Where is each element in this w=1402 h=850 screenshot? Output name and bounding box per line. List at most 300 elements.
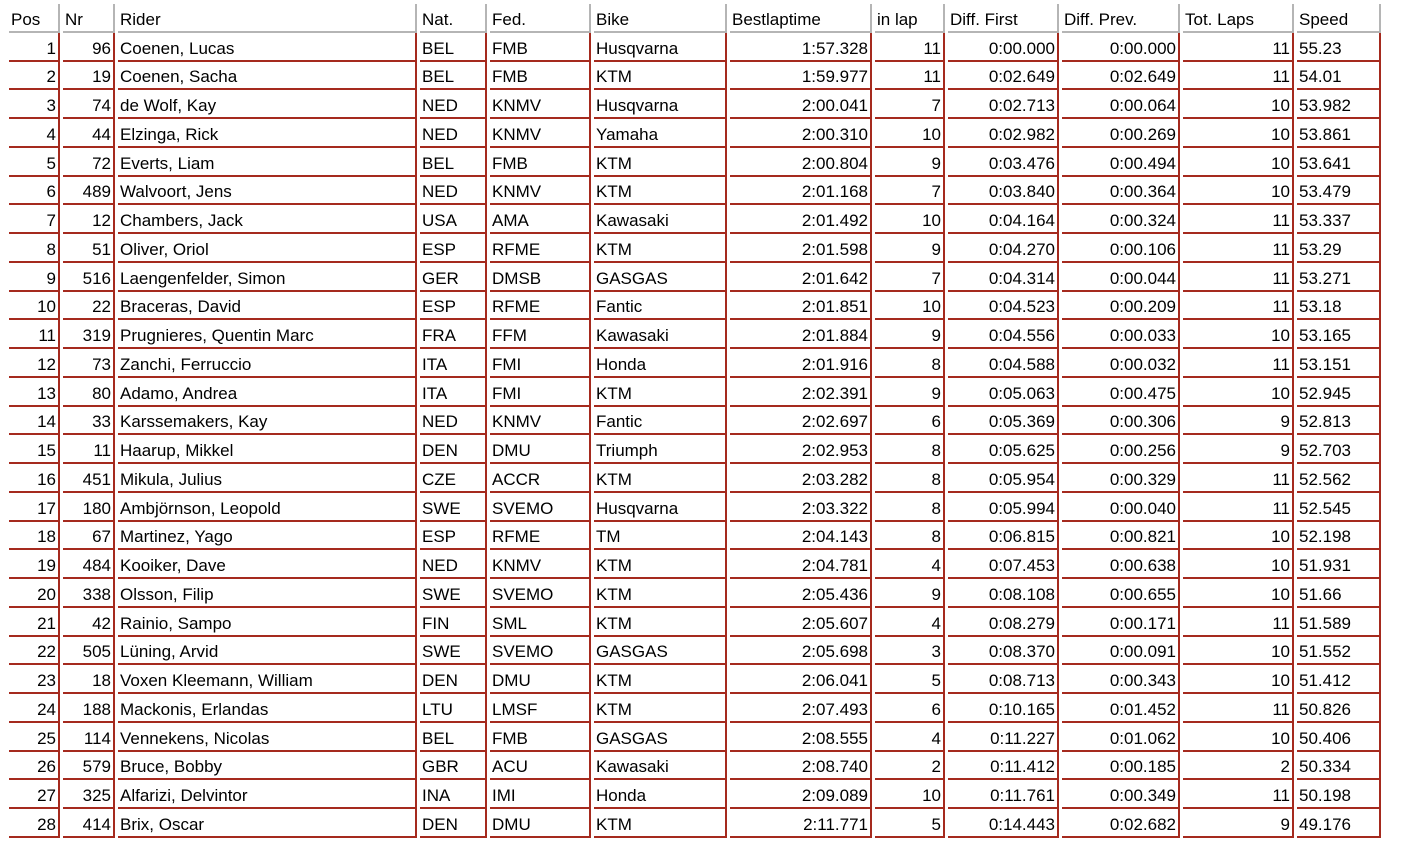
cell-tot-laps: 10 [1183,550,1294,579]
cell-tot-laps: 10 [1183,119,1294,148]
table-row [9,608,1381,637]
cell-nat: SWE [420,637,487,666]
cell-nat: BEL [420,62,487,91]
cell-rider: Coenen, Lucas [118,33,417,62]
cell-pos: 22 [9,637,60,666]
cell-diff-prev: 0:00.306 [1062,407,1180,436]
table-row [9,205,1381,234]
cell-nat: ESP [420,292,487,321]
col-header-pos: Pos [9,4,60,33]
cell-speed: 53.165 [1297,320,1381,349]
cell-tot-laps: 9 [1183,435,1294,464]
table-row [9,550,1381,579]
cell-tot-laps: 10 [1183,378,1294,407]
cell-fed: SVEMO [490,637,591,666]
cell-in-lap: 7 [875,263,945,292]
cell-in-lap: 6 [875,694,945,723]
cell-rider: Martinez, Yago [118,522,417,551]
cell-bike: Fantic [594,292,727,321]
cell-fed: SVEMO [490,579,591,608]
table-row [9,349,1381,378]
cell-bike: KTM [594,464,727,493]
cell-fed: LMSF [490,694,591,723]
cell-rider: Bruce, Bobby [118,752,417,781]
cell-rider: Brix, Oscar [118,809,417,838]
cell-fed: DMU [490,665,591,694]
cell-pos: 13 [9,378,60,407]
cell-diff-prev: 0:00.324 [1062,205,1180,234]
cell-pos: 20 [9,579,60,608]
cell-tot-laps: 10 [1183,148,1294,177]
col-header-nat: Nat. [420,4,487,33]
cell-diff-first: 0:03.840 [948,177,1059,206]
cell-bestlaptime: 2:00.041 [730,90,872,119]
table-row [9,378,1381,407]
cell-rider: Ambjörnson, Leopold [118,493,417,522]
cell-pos: 18 [9,522,60,551]
cell-nat: ITA [420,378,487,407]
cell-fed: KNMV [490,90,591,119]
table-row [9,694,1381,723]
cell-rider: Karssemakers, Kay [118,407,417,436]
cell-pos: 26 [9,752,60,781]
cell-bestlaptime: 2:08.740 [730,752,872,781]
cell-in-lap: 7 [875,90,945,119]
cell-rider: Braceras, David [118,292,417,321]
cell-bike: KTM [594,550,727,579]
cell-diff-prev: 0:00.091 [1062,637,1180,666]
cell-in-lap: 9 [875,320,945,349]
cell-diff-prev: 0:00.655 [1062,579,1180,608]
table-row [9,665,1381,694]
cell-nat: NED [420,177,487,206]
cell-in-lap: 9 [875,378,945,407]
cell-nat: LTU [420,694,487,723]
header-row [9,4,1381,33]
cell-bestlaptime: 2:00.310 [730,119,872,148]
col-header-rider: Rider [118,4,417,33]
cell-pos: 28 [9,809,60,838]
cell-tot-laps: 10 [1183,90,1294,119]
cell-rider: de Wolf, Kay [118,90,417,119]
cell-nr: 516 [63,263,115,292]
cell-tot-laps: 11 [1183,263,1294,292]
cell-bestlaptime: 2:07.493 [730,694,872,723]
cell-rider: Chambers, Jack [118,205,417,234]
cell-fed: RFME [490,522,591,551]
cell-bestlaptime: 2:01.884 [730,320,872,349]
cell-nat: BEL [420,33,487,62]
cell-nr: 19 [63,62,115,91]
cell-bike: KTM [594,378,727,407]
cell-pos: 14 [9,407,60,436]
cell-in-lap: 3 [875,637,945,666]
table-row [9,90,1381,119]
cell-rider: Prugnieres, Quentin Marc [118,320,417,349]
cell-fed: RFME [490,234,591,263]
cell-tot-laps: 10 [1183,522,1294,551]
cell-nat: NED [420,550,487,579]
cell-diff-prev: 0:01.062 [1062,723,1180,752]
cell-pos: 21 [9,608,60,637]
cell-bestlaptime: 2:11.771 [730,809,872,838]
cell-nat: ESP [420,234,487,263]
cell-diff-first: 0:02.649 [948,62,1059,91]
table-row [9,33,1381,62]
cell-diff-prev: 0:02.649 [1062,62,1180,91]
cell-nr: 33 [63,407,115,436]
cell-bike: Fantic [594,407,727,436]
cell-pos: 5 [9,148,60,177]
cell-nat: CZE [420,464,487,493]
cell-fed: SVEMO [490,493,591,522]
cell-tot-laps: 11 [1183,493,1294,522]
results-body [9,33,1381,838]
cell-nr: 319 [63,320,115,349]
cell-tot-laps: 11 [1183,62,1294,91]
cell-nat: USA [420,205,487,234]
cell-diff-first: 0:04.588 [948,349,1059,378]
cell-bestlaptime: 2:00.804 [730,148,872,177]
cell-bestlaptime: 2:06.041 [730,665,872,694]
table-row [9,435,1381,464]
cell-tot-laps: 2 [1183,752,1294,781]
cell-tot-laps: 9 [1183,809,1294,838]
cell-diff-prev: 0:00.638 [1062,550,1180,579]
cell-bestlaptime: 2:04.143 [730,522,872,551]
cell-tot-laps: 11 [1183,608,1294,637]
table-row [9,292,1381,321]
cell-speed: 53.337 [1297,205,1381,234]
cell-in-lap: 7 [875,177,945,206]
cell-pos: 8 [9,234,60,263]
cell-diff-prev: 0:00.000 [1062,33,1180,62]
cell-tot-laps: 11 [1183,234,1294,263]
cell-in-lap: 4 [875,550,945,579]
cell-fed: FMI [490,349,591,378]
cell-fed: KNMV [490,119,591,148]
cell-bike: Husqvarna [594,90,727,119]
cell-in-lap: 5 [875,809,945,838]
cell-nat: INA [420,780,487,809]
cell-pos: 15 [9,435,60,464]
cell-nr: 180 [63,493,115,522]
cell-nr: 114 [63,723,115,752]
cell-diff-prev: 0:00.364 [1062,177,1180,206]
cell-tot-laps: 10 [1183,665,1294,694]
cell-nr: 338 [63,579,115,608]
cell-diff-first: 0:07.453 [948,550,1059,579]
cell-tot-laps: 10 [1183,177,1294,206]
cell-tot-laps: 11 [1183,292,1294,321]
cell-rider: Voxen Kleemann, William [118,665,417,694]
col-header-tot-laps: Tot. Laps [1183,4,1294,33]
table-row [9,493,1381,522]
cell-tot-laps: 11 [1183,349,1294,378]
cell-speed: 51.931 [1297,550,1381,579]
cell-diff-prev: 0:00.044 [1062,263,1180,292]
cell-in-lap: 8 [875,493,945,522]
cell-fed: KNMV [490,550,591,579]
cell-rider: Vennekens, Nicolas [118,723,417,752]
cell-tot-laps: 9 [1183,407,1294,436]
cell-nr: 484 [63,550,115,579]
cell-nr: 80 [63,378,115,407]
table-row [9,407,1381,436]
table-row [9,637,1381,666]
cell-rider: Rainio, Sampo [118,608,417,637]
cell-tot-laps: 11 [1183,33,1294,62]
cell-in-lap: 5 [875,665,945,694]
cell-fed: IMI [490,780,591,809]
cell-bike: Husqvarna [594,33,727,62]
cell-pos: 4 [9,119,60,148]
cell-fed: ACCR [490,464,591,493]
cell-diff-first: 0:10.165 [948,694,1059,723]
cell-bike: KTM [594,608,727,637]
cell-pos: 11 [9,320,60,349]
cell-nat: NED [420,407,487,436]
cell-diff-prev: 0:00.494 [1062,148,1180,177]
cell-diff-prev: 0:00.064 [1062,90,1180,119]
cell-bike: Kawasaki [594,320,727,349]
col-header-speed: Speed [1297,4,1381,33]
cell-pos: 10 [9,292,60,321]
cell-diff-prev: 0:00.256 [1062,435,1180,464]
cell-diff-first: 0:11.412 [948,752,1059,781]
cell-tot-laps: 10 [1183,723,1294,752]
cell-fed: DMU [490,809,591,838]
cell-in-lap: 8 [875,435,945,464]
cell-nr: 325 [63,780,115,809]
cell-pos: 25 [9,723,60,752]
cell-bestlaptime: 1:59.977 [730,62,872,91]
cell-pos: 3 [9,90,60,119]
cell-diff-first: 0:11.761 [948,780,1059,809]
cell-nr: 505 [63,637,115,666]
cell-bestlaptime: 2:09.089 [730,780,872,809]
col-header-fed: Fed. [490,4,591,33]
cell-diff-first: 0:05.369 [948,407,1059,436]
cell-in-lap: 2 [875,752,945,781]
cell-rider: Kooiker, Dave [118,550,417,579]
cell-nr: 11 [63,435,115,464]
results-table [6,4,1384,838]
cell-pos: 6 [9,177,60,206]
cell-pos: 1 [9,33,60,62]
cell-diff-first: 0:06.815 [948,522,1059,551]
cell-rider: Mikula, Julius [118,464,417,493]
cell-bike: Kawasaki [594,205,727,234]
cell-fed: ACU [490,752,591,781]
cell-speed: 50.198 [1297,780,1381,809]
cell-pos: 16 [9,464,60,493]
cell-nat: DEN [420,809,487,838]
cell-nr: 73 [63,349,115,378]
cell-rider: Laengenfelder, Simon [118,263,417,292]
cell-nr: 12 [63,205,115,234]
cell-fed: FMI [490,378,591,407]
cell-fed: KNMV [490,177,591,206]
cell-nr: 18 [63,665,115,694]
cell-rider: Walvoort, Jens [118,177,417,206]
cell-rider: Zanchi, Ferruccio [118,349,417,378]
cell-diff-prev: 0:02.682 [1062,809,1180,838]
cell-in-lap: 11 [875,33,945,62]
cell-pos: 17 [9,493,60,522]
cell-fed: FFM [490,320,591,349]
cell-rider: Elzinga, Rick [118,119,417,148]
cell-diff-first: 0:08.279 [948,608,1059,637]
cell-diff-prev: 0:01.452 [1062,694,1180,723]
cell-bestlaptime: 2:04.781 [730,550,872,579]
cell-nat: FIN [420,608,487,637]
cell-in-lap: 9 [875,148,945,177]
cell-speed: 50.334 [1297,752,1381,781]
cell-speed: 53.641 [1297,148,1381,177]
cell-bike: KTM [594,579,727,608]
cell-pos: 24 [9,694,60,723]
cell-fed: FMB [490,148,591,177]
cell-bestlaptime: 2:01.642 [730,263,872,292]
cell-nr: 489 [63,177,115,206]
cell-speed: 52.198 [1297,522,1381,551]
cell-tot-laps: 11 [1183,464,1294,493]
cell-diff-first: 0:00.000 [948,33,1059,62]
cell-speed: 53.151 [1297,349,1381,378]
cell-bike: KTM [594,148,727,177]
cell-nr: 51 [63,234,115,263]
cell-diff-prev: 0:00.821 [1062,522,1180,551]
cell-bike: KTM [594,177,727,206]
cell-diff-first: 0:04.164 [948,205,1059,234]
cell-bestlaptime: 2:03.322 [730,493,872,522]
cell-bike: KTM [594,694,727,723]
cell-pos: 12 [9,349,60,378]
cell-bike: Triumph [594,435,727,464]
cell-speed: 53.479 [1297,177,1381,206]
cell-fed: RFME [490,292,591,321]
cell-diff-first: 0:03.476 [948,148,1059,177]
cell-diff-prev: 0:00.349 [1062,780,1180,809]
cell-speed: 52.945 [1297,378,1381,407]
cell-rider: Everts, Liam [118,148,417,177]
cell-diff-first: 0:02.713 [948,90,1059,119]
cell-nr: 22 [63,292,115,321]
cell-speed: 53.18 [1297,292,1381,321]
cell-rider: Oliver, Oriol [118,234,417,263]
table-row [9,234,1381,263]
table-row [9,522,1381,551]
cell-bestlaptime: 2:02.697 [730,407,872,436]
cell-speed: 55.23 [1297,33,1381,62]
cell-diff-prev: 0:00.269 [1062,119,1180,148]
cell-speed: 53.982 [1297,90,1381,119]
cell-bestlaptime: 2:05.698 [730,637,872,666]
cell-tot-laps: 10 [1183,579,1294,608]
cell-speed: 50.406 [1297,723,1381,752]
cell-diff-first: 0:11.227 [948,723,1059,752]
cell-nat: DEN [420,665,487,694]
cell-in-lap: 9 [875,579,945,608]
cell-diff-first: 0:08.370 [948,637,1059,666]
col-header-nr: Nr [63,4,115,33]
cell-diff-first: 0:05.063 [948,378,1059,407]
cell-nat: BEL [420,723,487,752]
cell-pos: 27 [9,780,60,809]
cell-rider: Lüning, Arvid [118,637,417,666]
cell-in-lap: 4 [875,723,945,752]
cell-tot-laps: 10 [1183,320,1294,349]
cell-diff-prev: 0:00.185 [1062,752,1180,781]
cell-nr: 414 [63,809,115,838]
cell-diff-first: 0:05.994 [948,493,1059,522]
cell-rider: Mackonis, Erlandas [118,694,417,723]
cell-diff-first: 0:05.954 [948,464,1059,493]
cell-in-lap: 4 [875,608,945,637]
cell-nr: 67 [63,522,115,551]
cell-speed: 51.66 [1297,579,1381,608]
cell-rider: Haarup, Mikkel [118,435,417,464]
cell-in-lap: 10 [875,119,945,148]
cell-speed: 50.826 [1297,694,1381,723]
cell-nat: SWE [420,493,487,522]
cell-rider: Alfarizi, Delvintor [118,780,417,809]
cell-bike: KTM [594,809,727,838]
cell-diff-prev: 0:00.329 [1062,464,1180,493]
cell-bike: KTM [594,234,727,263]
cell-nat: SWE [420,579,487,608]
table-row [9,752,1381,781]
cell-tot-laps: 11 [1183,205,1294,234]
cell-in-lap: 10 [875,780,945,809]
cell-bestlaptime: 2:01.598 [730,234,872,263]
cell-diff-prev: 0:00.343 [1062,665,1180,694]
cell-speed: 49.176 [1297,809,1381,838]
cell-diff-first: 0:08.713 [948,665,1059,694]
cell-pos: 9 [9,263,60,292]
cell-bike: Kawasaki [594,752,727,781]
cell-rider: Adamo, Andrea [118,378,417,407]
cell-fed: FMB [490,33,591,62]
cell-speed: 52.562 [1297,464,1381,493]
cell-speed: 53.29 [1297,234,1381,263]
cell-in-lap: 8 [875,349,945,378]
cell-nat: NED [420,119,487,148]
table-row [9,148,1381,177]
cell-fed: FMB [490,723,591,752]
cell-bike: Honda [594,349,727,378]
cell-bike: Honda [594,780,727,809]
col-header-diff-first: Diff. First [948,4,1059,33]
cell-fed: KNMV [490,407,591,436]
cell-speed: 53.861 [1297,119,1381,148]
cell-tot-laps: 10 [1183,637,1294,666]
cell-bike: TM [594,522,727,551]
col-header-in-lap: in lap [875,4,945,33]
cell-tot-laps: 11 [1183,780,1294,809]
cell-nat: DEN [420,435,487,464]
cell-diff-first: 0:14.443 [948,809,1059,838]
cell-bestlaptime: 2:02.391 [730,378,872,407]
table-row [9,579,1381,608]
cell-nr: 72 [63,148,115,177]
cell-in-lap: 11 [875,62,945,91]
cell-bestlaptime: 2:05.607 [730,608,872,637]
cell-in-lap: 10 [875,292,945,321]
cell-bestlaptime: 2:05.436 [730,579,872,608]
cell-speed: 53.271 [1297,263,1381,292]
